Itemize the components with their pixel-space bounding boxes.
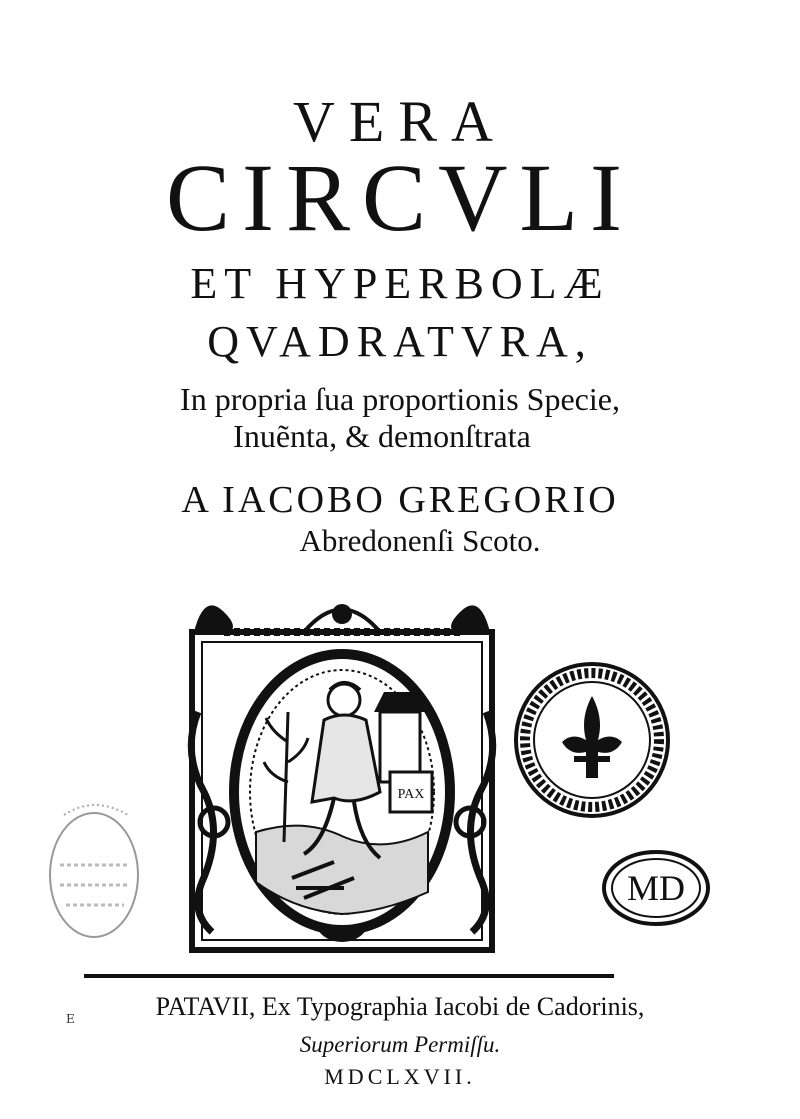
imprint-permission: Superiorum Permiſſu. (299, 1032, 501, 1057)
imprint-year: MDCLXVII. (324, 1064, 476, 1089)
title-hyperbolae: ET HYPERBOLÆ (190, 259, 610, 308)
subtitle-propria: In propria ſua proportionis Specie, (180, 381, 620, 417)
title-vera: VERA (293, 89, 507, 154)
subtitle-inventa: Inuẽnta, & demonſtrata (233, 418, 531, 454)
author-origin: Abredonenſi Scoto. (299, 523, 541, 558)
author-name: A IACOBO GREGORIO (181, 479, 619, 521)
library-oval-stamp-icon (44, 795, 146, 945)
md-monogram-stamp (600, 848, 712, 928)
printers-device-woodcut (184, 592, 500, 958)
title-circuli: CIRCVLI (166, 144, 634, 251)
pax-tablet-text: PAX (397, 787, 425, 802)
md-monogram-text: MD (626, 868, 686, 908)
fleur-de-lis-seal-icon (512, 660, 672, 820)
imprint-printer: PATAVII, Ex Typographia Iacobi de Cadorinis, (155, 992, 645, 1021)
margin-mark: E (66, 1012, 75, 1026)
horizontal-rule (84, 974, 614, 978)
title-quadratura: QVADRATVRA, (207, 317, 593, 366)
